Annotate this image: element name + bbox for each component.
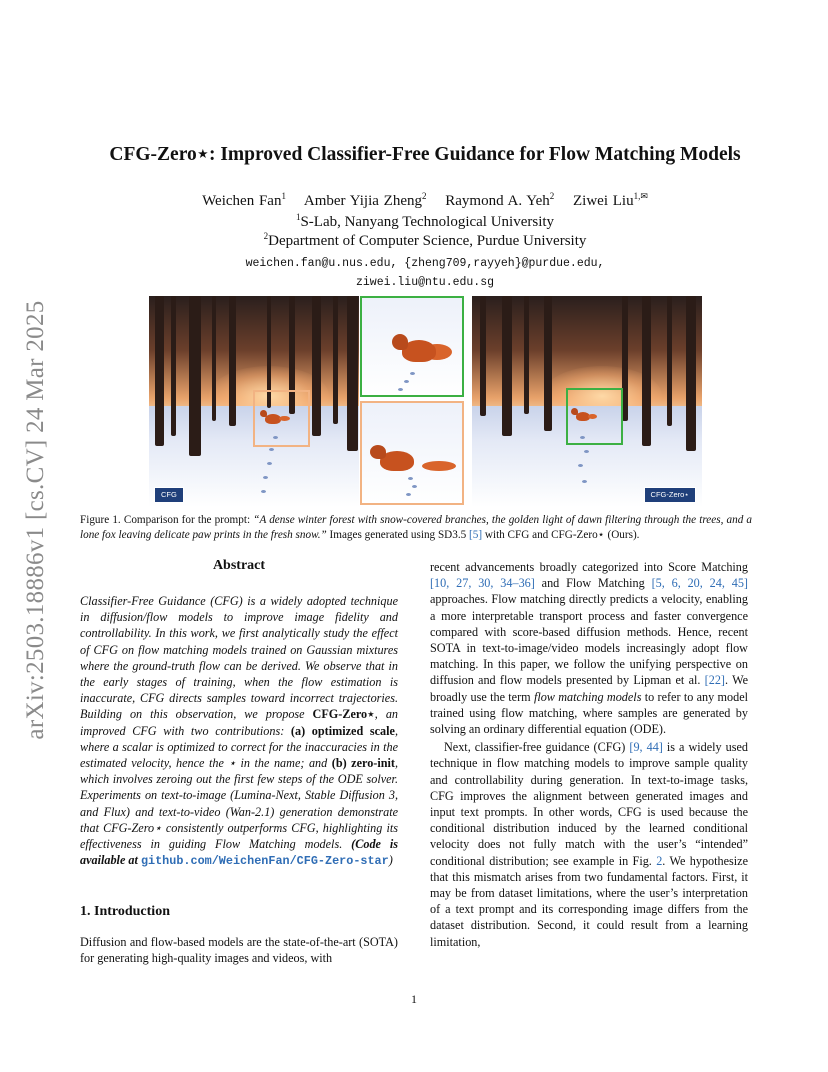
author-name: Ziwei Liu	[573, 193, 634, 209]
author-affil-mark: 1	[281, 191, 286, 201]
cfg-zero-label: CFG-Zero⋆	[644, 487, 696, 503]
author-affil-mark: 2	[549, 191, 555, 201]
affiliation: $^1$S-Lab, Nanyang Technological University	[295, 212, 555, 230]
section-heading: 1. Introduction	[80, 904, 170, 919]
cfg-label: CFG	[154, 487, 184, 503]
paragraph: Next, classifier-free guidance (CFG) [9, 44] is a widely used technique in flow matching models to improve sample quality and controllability during generation. In text-to-image tasks, CFG improves the alignment between generated images and input text prompts. In other words, CFG is used because the conditional distribution induced by the learned conditional velocity does not fully match with the user’s “intended” conditional distribution; see example in Fig. 2. We hypothesize that this mismatch arises from two fundamental factors. First, it may be from dataset limitations, where the user’s interpretation of a text prompt and its corresponding image differs from the dataset distribution. Second, it could result from a learning limitation,	[430, 740, 748, 949]
author-affil-mark: 1,✉	[633, 191, 648, 201]
right-column-text	[430, 559, 748, 950]
code-link[interactable]: github.com/WeichenFan/CFG-Zero-star	[140, 854, 389, 869]
paper-title: CFG-Zero⋆: Improved Classifier-Free Guidance for Flow Matching Models	[109, 144, 741, 165]
abstract-text: Classifier-Free Guidance (CFG) is a widely adopted technique in diffusion/flow models to improve image fidelity and controllability. In this work, we first analytically study the effect of CFG on flow matching models trained on Gaussian mixtures where the ground-truth flow can be derived. We observe that in the early stages of training, when the flow estimation is inaccurate, CFG directs samples toward incorrect trajectories. Building on this observation, we propose CFG-Zero⋆, an improved CFG with two contributions: (a) optimized scale, where a scalar is optimized to correct for the inaccuracies in the estimated velocity, hence the ⋆ in the name; and (b) zero-init, which involves zeroing out the first few steps of the ODE solver. Experiments on text-to-image (Lumina-Next, Stable Diffusion 3, and Flux) and text-to-video (Wan-2.1) generation demonstrate that CFG-Zero⋆ consistently outperforms CFG, highlighting its effectiveness in guiding Flow Matching models. (Code is available at github.com/WeichenFan/CFG-Zero-star)	[80, 594, 399, 869]
citation-link[interactable]: [5, 6, 20, 24, 45]	[651, 576, 748, 591]
zoom-region-box	[566, 388, 623, 445]
cfg-zoom-inset	[360, 401, 464, 505]
author-name: Amber Yijia Zheng	[303, 193, 422, 209]
author-name: Weichen Fan	[202, 193, 282, 209]
zoom-region-box	[253, 390, 310, 447]
citation-link[interactable]: [5]	[469, 529, 483, 541]
page-number: 1	[411, 992, 417, 1006]
abstract-heading: Abstract	[212, 558, 266, 573]
citation-link[interactable]: [9, 44]	[629, 740, 663, 755]
author-emails[interactable]: weichen.fan@u.nus.edu, {zheng709,rayyeh}@purdue.edu,	[245, 257, 605, 270]
author-emails[interactable]: ziwei.liu@ntu.edu.sg	[355, 276, 495, 289]
paragraph: recent advancements broadly categorized into Score Matching [10, 27, 30, 34–36] and Flow Matching [5, 6, 20, 24, 45] approaches. Flow matching directly predicts a velocity, enabling a more interpretable transport process and faster convergence compared with score-based diffusion methods. Hence, recent SOTA in text-to-image/video models increasingly adopt flow matching. In this paper, we follow the unifying perspective on diffusion and flow models presented by Lipman et al. [22]. We broadly use the term flow matching models to refer to any model trained using flow matching, where samples are generated by solving an ordinary differential equation (ODE).	[430, 560, 749, 737]
figure-1-image	[149, 296, 702, 507]
arxiv-stamp: arXiv:2503.18886v1 [cs.CV] 24 Mar 2025	[22, 300, 49, 740]
author-name: Raymond A. Yeh	[445, 193, 550, 209]
affiliation: $^2$Department of Computer Science, Purdue University	[263, 231, 587, 249]
author-list	[80, 193, 770, 210]
figure-caption: Figure 1. Comparison for the prompt: “A dense winter forest with snow-covered branches, the golden light of dawn filtering through the trees, and a lone fox leaving delicate paw prints in the fresh snow.” Images generated using SD3.5 [5] with CFG and CFG-Zero⋆ (Ours).	[80, 514, 753, 541]
intro-text: Diffusion and flow-based models are the state-of-the-art (SOTA) for generating high-quality images and videos, with	[80, 935, 398, 966]
figure-link[interactable]: 2	[656, 853, 663, 868]
author-affil-mark: 2	[421, 191, 427, 201]
cfg-result-image	[149, 296, 359, 507]
citation-link[interactable]: [10, 27, 30, 34–36]	[430, 576, 535, 591]
citation-link[interactable]: [22]	[704, 673, 725, 688]
cfg-zero-zoom-inset	[360, 296, 464, 397]
